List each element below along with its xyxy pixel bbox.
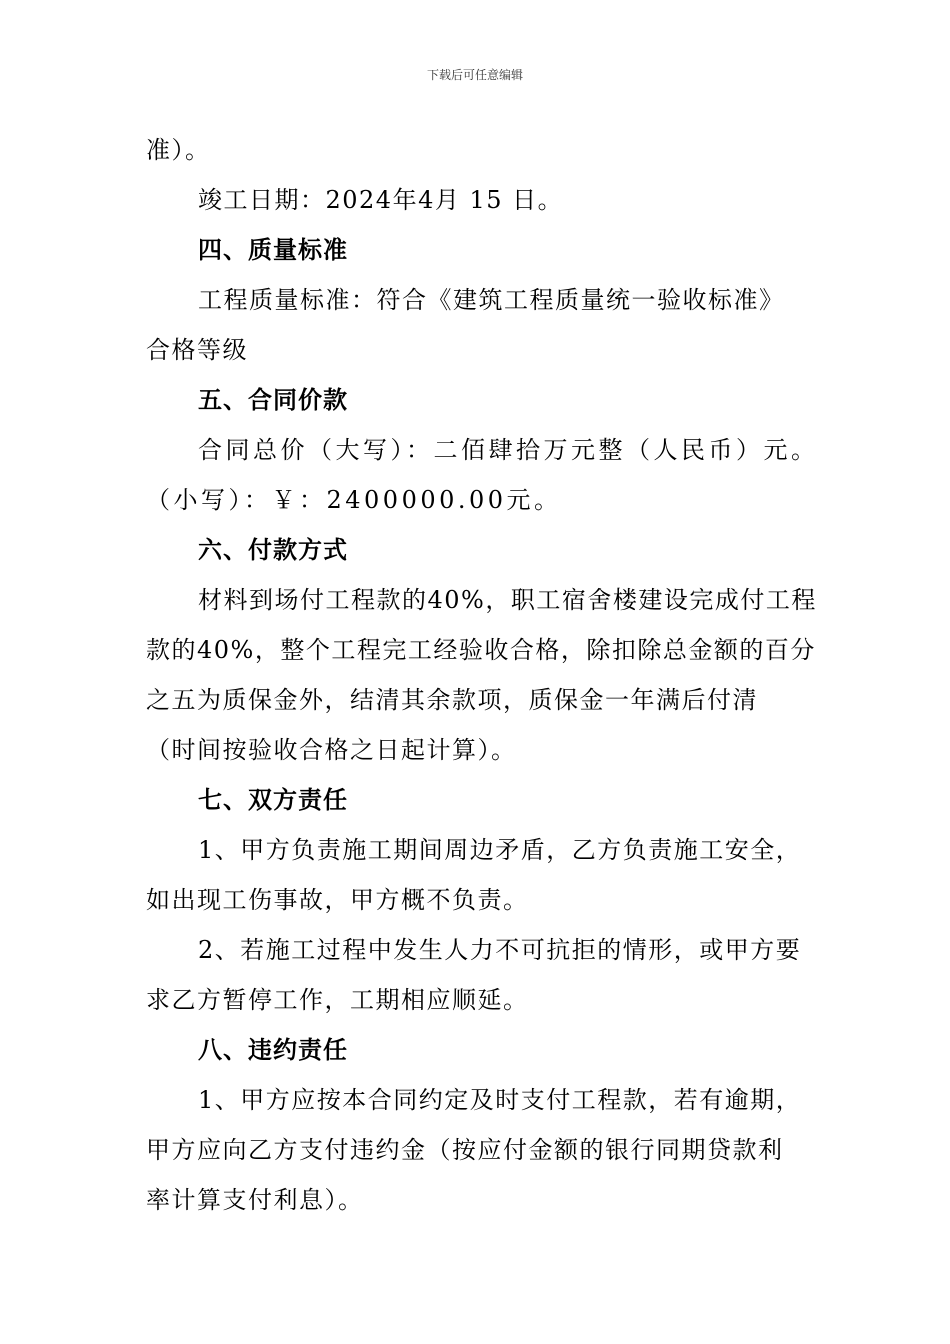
completion-date-line: 竣工日期：2024年4月 15 日。 [198, 186, 564, 214]
paragraph-line: 如出现工伤事故，甲方概不负责。 [146, 886, 529, 914]
document-body [146, 125, 819, 1225]
paragraph-line: 之五为质保金外，结清其余款项，质保金一年满后付清 [146, 686, 758, 714]
paragraph-line: 率计算支付利息）。 [146, 1186, 364, 1214]
contract-total-lowercase: （小写）：￥：2400000.00元。 [146, 486, 562, 514]
paragraph-line: 工程质量标准：符合《建筑工程质量统一验收标准》 [198, 286, 785, 314]
paragraph-line: 材料到场付工程款的40%，职工宿舍楼建设完成付工程 [198, 586, 817, 614]
paragraph-line: 准）。 [146, 136, 211, 164]
section-heading-price: 五、合同价款 [198, 386, 348, 414]
paragraph-line: 1、甲方负责施工期间周边矛盾，乙方负责施工安全， [198, 836, 802, 864]
contract-total-uppercase: 合同总价（大写）：二佰肆拾万元整（人民币）元。 [198, 436, 819, 464]
paragraph-line: 求乙方暂停工作，工期相应顺延。 [146, 986, 529, 1014]
section-heading-quality: 四、质量标准 [198, 236, 348, 264]
page-header-note: 下载后可任意编辑 [426, 68, 523, 82]
section-heading-breach: 八、违约责任 [198, 1036, 348, 1064]
paragraph-line: 合格等级 [146, 336, 248, 364]
section-heading-payment: 六、付款方式 [198, 536, 348, 564]
paragraph-line: 2、若施工过程中发生人力不可抗拒的情形，或甲方要 [198, 936, 802, 964]
paragraph-line: （时间按验收合格之日起计算）。 [146, 736, 517, 764]
section-heading-responsibility: 七、双方责任 [198, 786, 348, 814]
paragraph-line: 甲方应向乙方支付违约金（按应付金额的银行同期贷款利 [146, 1136, 784, 1164]
paragraph-line: 1、甲方应按本合同约定及时支付工程款，若有逾期， [198, 1086, 802, 1114]
paragraph-line: 款的40%，整个工程完工经验收合格，除扣除总金额的百分 [146, 636, 816, 664]
